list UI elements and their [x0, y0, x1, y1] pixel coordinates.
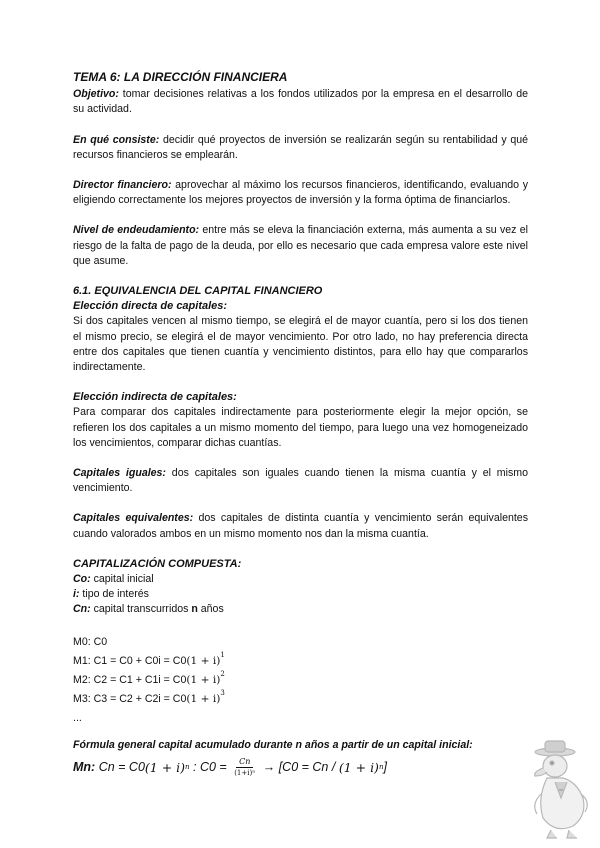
definition-label: Nivel de endeudamiento:	[73, 224, 200, 237]
formula-label: Mn:	[73, 759, 96, 774]
general-formula: Mn: Cn = C0 (1 + i) n : C0 = $\frac{Cn}{\text{(1+i)ⁿ}}$ → [C0 = Cn / (1 + i) n ]	[73, 756, 387, 777]
definition-capitales-iguales	[73, 466, 528, 496]
variable-label: i:	[73, 588, 80, 601]
definition-label: Director financiero:	[73, 179, 172, 192]
step-lhs: M3: C3 = C2 + C2i = C0	[73, 692, 187, 705]
formula-part: → [C0 = Cn /	[259, 759, 339, 774]
variable-label: Co:	[73, 573, 91, 586]
section-title: 6.1. EQUIVALENCIA DEL CAPITAL FINANCIERO	[73, 285, 323, 298]
step-row	[73, 709, 528, 728]
definition-text: aprovechar al máximo los recursos financieros, identificando, evaluando y eligiendo correctamente los mejores proyectos de inversión y la forma óptima de financiarlos.	[73, 179, 528, 207]
definition-endeudamiento	[73, 223, 528, 269]
capitalization-steps	[73, 633, 528, 728]
definition-text: dos capitales de distinta cuantía y vencimiento serán equivalentes cuando valorados ambos en un mismo momento nos dan la misma cuantía.	[73, 512, 528, 540]
formula-part: : C0 =	[189, 759, 231, 774]
definition-consiste	[73, 133, 528, 163]
step-exponent: 3	[220, 688, 225, 697]
definition-text: tomar decisiones relativas a los fondos utilizados por la empresa en el desarrollo de su actividad.	[73, 88, 528, 116]
step-row	[73, 633, 528, 652]
step-lhs: M1: C1 = C0 + C0i = C0	[73, 654, 187, 667]
step-row	[73, 690, 528, 709]
formula-part: Cn = C0	[95, 759, 145, 774]
definition-label: En qué consiste:	[73, 133, 160, 146]
variable-item	[73, 587, 528, 602]
variable-item	[73, 602, 528, 617]
fraction-numerator: Cn	[236, 757, 253, 768]
variable-tail: años	[197, 603, 224, 616]
definition-label: Objetivo:	[73, 88, 119, 101]
compound-title: CAPITALIZACIÓN COMPUESTA:	[73, 557, 242, 570]
step-lhs: M0: C0	[73, 635, 108, 648]
page-title: TEMA 6: LA DIRECCIÓN FINANCIERA	[73, 70, 288, 84]
step-lhs: ...	[73, 711, 82, 724]
formula-part: ]	[383, 759, 387, 774]
variable-text: capital inicial	[90, 573, 154, 586]
definition-capitales-equivalentes	[73, 511, 528, 541]
indirect-choice-text: Para comparar dos capitales indirectamente para posteriormente elegir la mejor opción, se refieren los dos capitales a un mismo momento del tiempo, para luego una vez homogeneizado los vencimientos, comparar dichas cuantías.	[73, 406, 528, 449]
formula-paren: (1 + i)	[338, 759, 379, 775]
definition-objetivo	[73, 87, 528, 117]
step-exponent: 1	[220, 650, 225, 659]
fraction-denominator: (1+i)ⁿ	[234, 768, 256, 777]
variable-item	[73, 572, 528, 587]
indirect-choice-title: Elección indirecta de capitales:	[73, 391, 237, 404]
duck-mascot-icon	[525, 738, 595, 842]
step-rhs: (1 + i)	[186, 673, 221, 686]
step-rhs: (1 + i)	[186, 692, 221, 705]
definition-text: entre más se eleva la financiación externa, más aumenta a su vez el riesgo de la falta de pago de la deuda, por ello es necesario que cada empresa valore este nivel que asume.	[73, 224, 528, 267]
definition-director	[73, 178, 528, 208]
direct-choice-text: Si dos capitales vencen al mismo tiempo, se elegirá el de mayor cuantía, pero si los dos tienen el mismo precio, se elegirá el de mayor vencimiento. Por otro lado, no hay preferencia directa entre dos capitales que tienen cuantía y vencimiento distintos, para ello hay que compararlos indirectamente.	[73, 315, 528, 374]
document-page	[73, 70, 528, 778]
variable-list	[73, 572, 528, 618]
definition-label: Capitales iguales:	[73, 467, 166, 480]
formula-paren: (1 + i)	[144, 759, 186, 775]
formula-title: Fórmula general capital acumulado durante n años a partir de un capital inicial:	[73, 738, 473, 751]
step-rhs: (1 + i)	[186, 654, 221, 667]
definition-text: decidir qué proyectos de inversión se realizarán según su rentabilidad y qué recursos financieros se emplearán.	[73, 133, 529, 161]
variable-bold: n	[191, 603, 198, 616]
step-exponent: 2	[220, 669, 225, 678]
definition-label: Capitales equivalentes:	[73, 512, 194, 525]
step-row	[73, 671, 528, 690]
step-row	[73, 652, 528, 671]
variable-label: Cn:	[73, 603, 91, 616]
variable-text: tipo de interés	[79, 588, 149, 601]
definition-text: dos capitales son iguales cuando tienen la misma cuantía y el mismo vencimiento.	[73, 467, 529, 495]
step-lhs: M2: C2 = C1 + C1i = C0	[73, 673, 187, 686]
direct-choice-title: Elección directa de capitales:	[73, 300, 228, 313]
formula-fraction	[234, 757, 255, 778]
variable-text: capital transcurridos	[90, 603, 192, 616]
